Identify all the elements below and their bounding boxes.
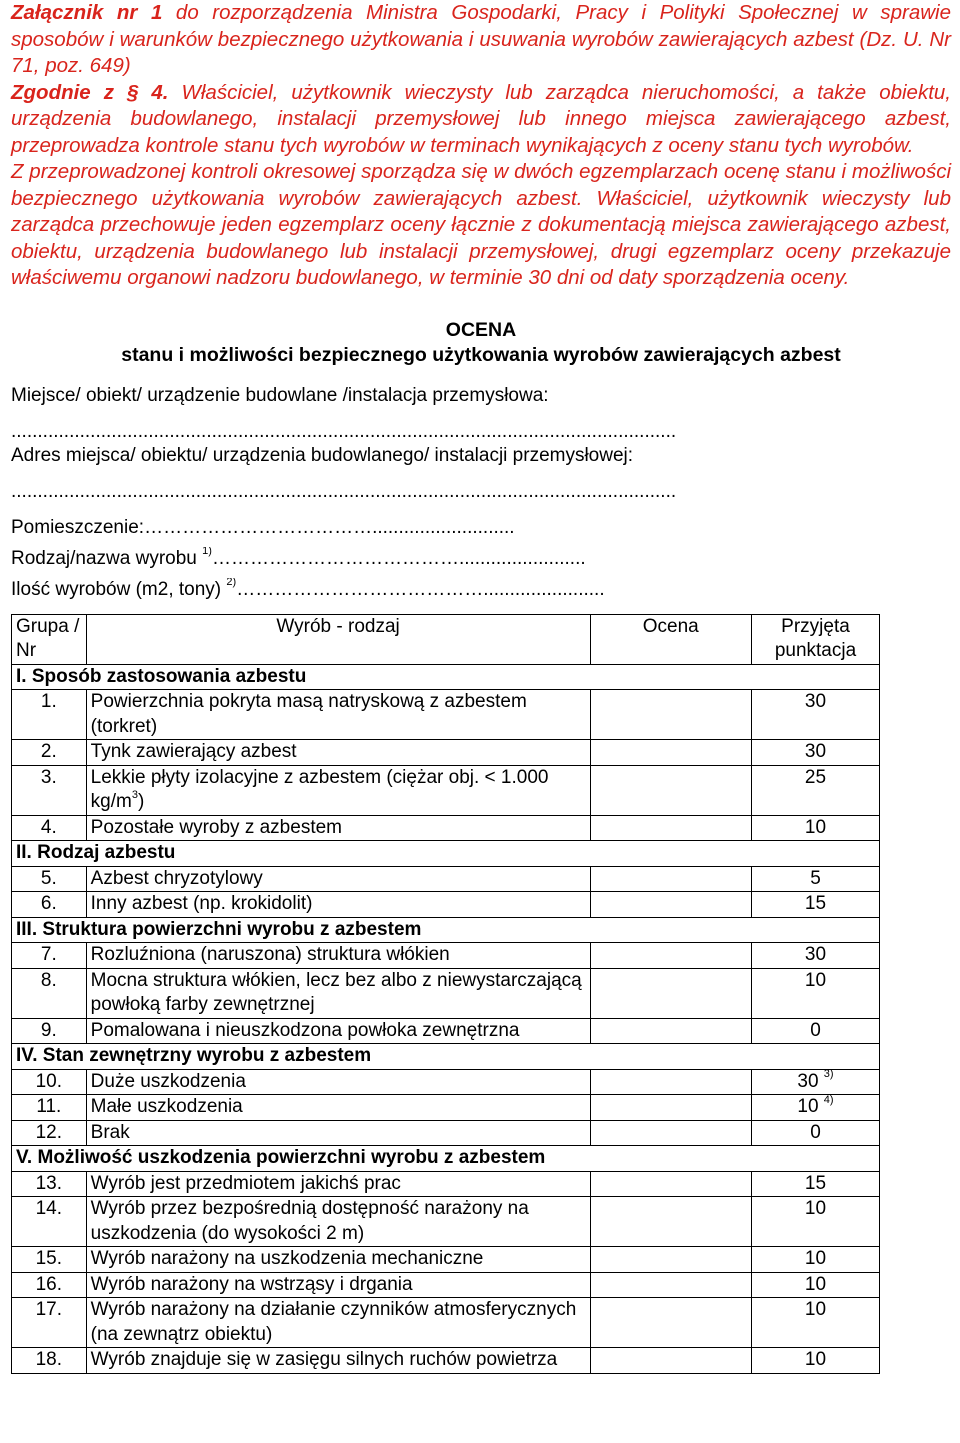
points-value: 30 (804, 944, 827, 965)
product-type (86, 1348, 590, 1374)
points-cell (751, 1095, 879, 1121)
product-type-text: Duże uszkodzenia (90, 1070, 246, 1092)
evaluation-cell[interactable] (590, 1069, 751, 1095)
assessment-table (11, 614, 880, 1374)
table-row (12, 1171, 880, 1197)
table-row (12, 740, 880, 766)
evaluation-cell[interactable] (590, 866, 751, 892)
section-title: V. Możliwość uszkodzenia powierzchni wyrobu z azbestem (12, 1146, 880, 1172)
evaluation-cell[interactable] (590, 1272, 751, 1298)
section-row (12, 664, 880, 690)
row-number: 17. (12, 1298, 87, 1348)
footnote-1-marker: 1) (202, 546, 212, 558)
evaluation-cell[interactable] (590, 1298, 751, 1348)
section-title: IV. Stan zewnętrzny wyrobu z azbestem (12, 1044, 880, 1070)
points-cell (751, 815, 879, 841)
product-type-text: Pozostałe wyroby z azbestem (90, 816, 342, 838)
product-type-text: Pomalowana i nieuszkodzona powłoka zewnętrzna (90, 1019, 520, 1041)
evaluation-cell[interactable] (590, 765, 751, 815)
points-cell (751, 892, 879, 918)
product-type-text: Azbest chryzotylowy (90, 867, 263, 889)
points-cell (751, 765, 879, 815)
table-row (12, 1095, 880, 1121)
table-row (12, 1272, 880, 1298)
product-type-text: Rozluźniona (naruszona) struktura włókien (90, 944, 450, 965)
table-row (12, 1120, 880, 1146)
table-header-row (12, 614, 880, 664)
points-value: 5 (810, 867, 821, 889)
points-value: 10 (804, 1273, 827, 1295)
section-title: III. Struktura powierzchni wyrobu z azbestem (12, 917, 880, 943)
product-type (86, 1197, 590, 1247)
row-number: 11. (12, 1095, 87, 1121)
points-value: 10 (804, 1198, 827, 1219)
row-number: 8. (12, 968, 87, 1018)
unit-exponent: 3 (131, 788, 138, 801)
form-heading (11, 318, 951, 343)
points-cell (751, 1069, 879, 1095)
evaluation-cell[interactable] (590, 1247, 751, 1273)
evaluation-cell[interactable] (590, 815, 751, 841)
points-value: 30 (804, 691, 827, 712)
table-row (12, 1247, 880, 1273)
col-header-points: Przyjęta punktacja (751, 614, 879, 664)
points-cell (751, 1120, 879, 1146)
table-row (12, 765, 880, 815)
evaluation-cell[interactable] (590, 690, 751, 740)
points-value: 0 (810, 1019, 821, 1041)
product-type-text: Brak (90, 1121, 130, 1143)
row-number: 7. (12, 943, 87, 969)
product-type-text: Wyrób narażony na działanie czynników atmosferycznych (na zewnątrz obiektu) (90, 1299, 577, 1345)
row-number: 3. (12, 765, 87, 815)
section-title: II. Rodzaj azbestu (12, 841, 880, 867)
document-page (11, 0, 951, 1374)
points-cell (751, 690, 879, 740)
evaluation-cell[interactable] (590, 1018, 751, 1044)
row-number: 13. (12, 1171, 87, 1197)
product-type (86, 1298, 590, 1348)
points-value: 0 (810, 1121, 821, 1143)
evaluation-cell[interactable] (590, 1120, 751, 1146)
points-value: 10 (804, 969, 827, 991)
row-number: 4. (12, 815, 87, 841)
quantity-label: Ilość wyrobów (m2, tony) (11, 578, 222, 600)
col-header-group: Grupa / Nr (12, 614, 87, 664)
product-type-text: Lekkie płyty izolacyjne z azbestem (ciężar obj. < 1.000 kg/m (90, 766, 549, 812)
product-type (86, 1095, 590, 1121)
points-value: 30 (797, 1070, 819, 1092)
footnote-marker: 4) (823, 1093, 834, 1106)
points-value: 25 (804, 766, 827, 788)
evaluation-cell[interactable] (590, 740, 751, 766)
row-number: 10. (12, 1069, 87, 1095)
legal-intro (11, 0, 951, 292)
place-label: Miejsce/ obiekt/ urządzenie budowlane /instalacja przemysłowa: (11, 384, 549, 406)
table-row (12, 1018, 880, 1044)
evaluation-cell[interactable] (590, 1348, 751, 1374)
points-value: 10 (804, 816, 827, 838)
product-type (86, 1120, 590, 1146)
product-type (86, 1247, 590, 1273)
product-type (86, 943, 590, 969)
row-number: 12. (12, 1120, 87, 1146)
points-cell (751, 1197, 879, 1247)
product-type-text: Inny azbest (np. krokidolit) (90, 893, 313, 914)
product-type-text: Mocna struktura włókien, lecz bez albo z niewystarczającą powłoką farby zewnętrznej (90, 969, 582, 1015)
product-type-text: Powierzchnia pokryta masą natryskową z azbestem (torkret) (90, 691, 527, 737)
address-field[interactable]: .............................................................................................................................. (11, 480, 677, 502)
section-title: I. Sposób zastosowania azbestu (12, 664, 880, 690)
points-cell (751, 968, 879, 1018)
product-field[interactable]: …………………………………........................ (211, 547, 586, 569)
section-row (12, 1146, 880, 1172)
room-label: Pomieszczenie: (11, 516, 145, 538)
table-row (12, 1197, 880, 1247)
address-label: Adres miejsca/ obiektu/ urządzenia budowlanego/ instalacji przemysłowej: (11, 444, 634, 466)
room-field[interactable]: ………………………………........................... (144, 516, 515, 538)
form-subtitle: stanu i możliwości bezpiecznego użytkowania wyrobów zawierających azbest (121, 343, 841, 366)
table-row (12, 1069, 880, 1095)
points-value: 15 (804, 893, 827, 914)
table-row (12, 866, 880, 892)
product-type (86, 968, 590, 1018)
table-row (12, 892, 880, 918)
points-value: 15 (804, 1172, 827, 1194)
room-row (11, 516, 951, 540)
points-cell (751, 1171, 879, 1197)
table-row (12, 815, 880, 841)
product-type-text: Wyrób narażony na uszkodzenia mechaniczne (90, 1248, 484, 1269)
intro-paragraph-2 (11, 80, 951, 160)
annex-description: do rozporządzenia Ministra Gospodarki, Pracy i Polityki Społecznej w sprawie sposobów i warunków bezpiecznego użytkowania i usuwania wyrobów zawierających azbest (Dz. U. Nr 71, poz. 649) (11, 1, 951, 77)
product-type-text: Wyrób znajduje się w zasięgu silnych ruchów powietrza (90, 1349, 558, 1370)
product-row (11, 547, 951, 571)
product-label: Rodzaj/nazwa wyrobu (11, 547, 197, 569)
points-value: 10 (804, 1248, 827, 1269)
product-type (86, 866, 590, 892)
points-value: 30 (804, 741, 827, 762)
table-row (12, 1348, 880, 1374)
closing-paren: ) (137, 791, 145, 812)
points-value: 10 (804, 1299, 827, 1320)
evaluation-cell[interactable] (590, 892, 751, 918)
points-cell (751, 1272, 879, 1298)
row-number: 15. (12, 1247, 87, 1273)
footnote-marker: 3) (823, 1068, 834, 1081)
points-cell (751, 740, 879, 766)
col-header-product: Wyrób - rodzaj (86, 614, 590, 664)
place-field[interactable]: .............................................................................................................................. (11, 420, 677, 442)
section-row (12, 917, 880, 943)
points-cell (751, 943, 879, 969)
points-cell (751, 866, 879, 892)
table-row (12, 943, 880, 969)
quantity-field[interactable]: …………………………………....................... (236, 578, 605, 600)
footnote-2-marker: 2) (226, 577, 237, 589)
product-type-text: Wyrób narażony na wstrząsy i drgania (90, 1273, 413, 1295)
table-row (12, 1298, 880, 1348)
row-number: 6. (12, 892, 87, 918)
product-type (86, 815, 590, 841)
table-row (12, 690, 880, 740)
form-title: OCENA (445, 318, 517, 341)
product-type (86, 1272, 590, 1298)
product-type (86, 1018, 590, 1044)
row-number: 16. (12, 1272, 87, 1298)
row-number: 2. (12, 740, 87, 766)
row-number: 18. (12, 1348, 87, 1374)
product-type (86, 690, 590, 740)
row-number: 14. (12, 1197, 87, 1247)
product-type (86, 1069, 590, 1095)
table-row (12, 968, 880, 1018)
product-type (86, 1171, 590, 1197)
evaluation-cell[interactable] (590, 968, 751, 1018)
evaluation-cell[interactable] (590, 1095, 751, 1121)
annex-label: Załącznik nr 1 (11, 1, 163, 24)
product-type (86, 765, 590, 815)
points-cell (751, 1348, 879, 1374)
evaluation-cell[interactable] (590, 1171, 751, 1197)
product-type-text: Wyrób jest przedmiotem jakichś prac (90, 1172, 401, 1194)
section-row (12, 1044, 880, 1070)
product-type-text: Wyrób przez bezpośrednią dostępność narażony na uszkodzenia (do wysokości 2 m) (90, 1198, 529, 1244)
product-type-text: Tynk zawierający azbest (90, 741, 297, 762)
row-number: 9. (12, 1018, 87, 1044)
section-row (12, 841, 880, 867)
quantity-row (11, 578, 951, 602)
intro-paragraph-3: Z przeprowadzonej kontroli okresowej sporządza się w dwóch egzemplarzach ocenę stanu i możliwości bezpiecznego użytkowania wyrobów zawierających azbest. Właściciel, użytkownik wieczysty lub zarządca przechowuje jeden egzemplarz oceny łącznie z dokumentacją miejsca zawierającego azbest, obiektu, urządzenia budowlanego lub instalacji przemysłowej, drugi egzemplarz oceny przekazuje właściwemu organowi nadzoru budowlanego, w terminie 30 dni od daty sporządzenia oceny. (11, 160, 951, 289)
points-cell (751, 1018, 879, 1044)
points-value: 10 (804, 1349, 827, 1370)
row-number: 1. (12, 690, 87, 740)
product-type (86, 740, 590, 766)
points-cell (751, 1298, 879, 1348)
product-type (86, 892, 590, 918)
row-number: 5. (12, 866, 87, 892)
legal-obligation-text: Właściciel, użytkownik wieczysty lub zarządca nieruchomości, a także obiektu, urządzenia budowlanego, instalacji przemysłowej lub innego miejsca zawierającego azbest, przeprowadza kontrole stanu tych wyrobów w terminach wynikających z oceny stanu tych wyrobów. (11, 80, 951, 157)
evaluation-cell[interactable] (590, 943, 751, 969)
product-type-text: Małe uszkodzenia (90, 1096, 243, 1117)
intro-paragraph-1 (11, 0, 951, 80)
points-value: 10 (797, 1096, 819, 1117)
evaluation-cell[interactable] (590, 1197, 751, 1247)
legal-reference: Zgodnie z § 4. (11, 80, 169, 104)
points-cell (751, 1247, 879, 1273)
col-header-evaluation: Ocena (590, 614, 751, 664)
